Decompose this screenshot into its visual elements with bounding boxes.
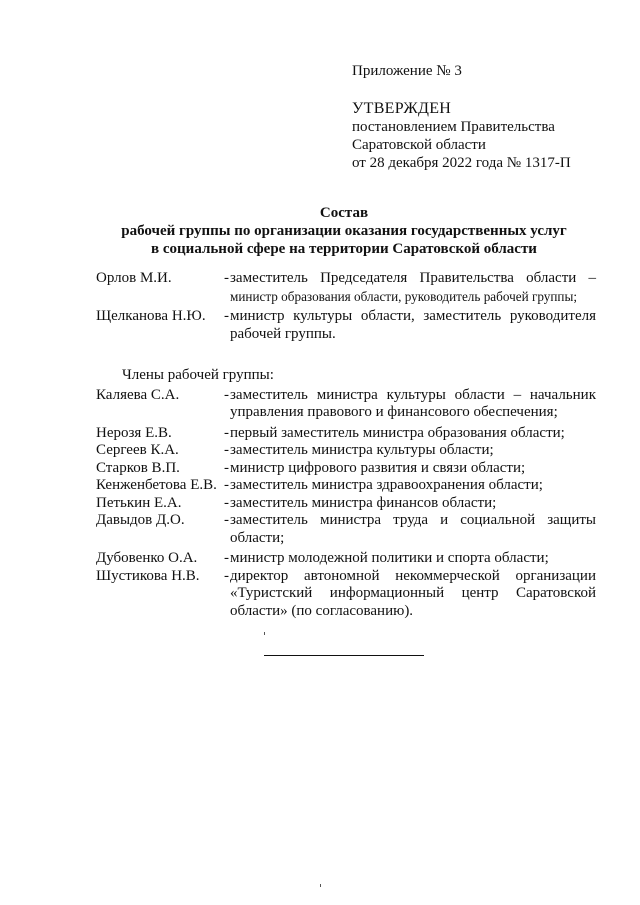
member-dash: - bbox=[224, 386, 229, 403]
member-row bbox=[96, 477, 596, 495]
member-role-line: заместитель Председателя Правительства области – bbox=[230, 270, 596, 286]
member-dash: - bbox=[224, 270, 229, 286]
member-dash: - bbox=[224, 494, 229, 511]
closing-divider bbox=[264, 655, 424, 656]
approval-line-2: Саратовской области bbox=[352, 137, 486, 153]
member-dash: - bbox=[224, 550, 229, 566]
member-role: министр цифрового развития и связи области; bbox=[230, 459, 526, 476]
member-dash: - bbox=[224, 424, 229, 441]
leader-row bbox=[96, 308, 596, 343]
approved-heading: УТВЕРЖДЕН bbox=[352, 100, 452, 117]
member-dash: - bbox=[224, 459, 229, 476]
member-row bbox=[96, 495, 596, 513]
member-dash: - bbox=[224, 477, 229, 493]
member-role: министр молодежной политики и спорта области; bbox=[230, 550, 549, 566]
title-line-1: Состав bbox=[319, 205, 369, 221]
member-row bbox=[96, 568, 596, 621]
member-name: Нерозя Е.В. bbox=[96, 424, 172, 441]
member-row bbox=[96, 460, 596, 478]
member-role: первый заместитель министра образования области; bbox=[230, 424, 565, 441]
member-name: Кенженбетова Е.В. bbox=[96, 477, 217, 493]
member-name: Старков В.П. bbox=[96, 459, 180, 476]
approval-line-1: постановлением Правительства bbox=[352, 119, 555, 135]
member-role: министр культуры области, заместитель руководителя рабочей группы. bbox=[230, 308, 596, 342]
title-line-2: рабочей группы по организации оказания государственных услуг bbox=[121, 223, 567, 239]
member-role: директор автономной некоммерческой организации «Туристский информационный центр Саратовской области» (по согласованию). bbox=[230, 567, 596, 619]
member-name: Орлов М.И. bbox=[96, 270, 172, 286]
member-dash: - bbox=[224, 567, 229, 584]
approval-line-3: от 28 декабря 2022 года № 1317-П bbox=[352, 155, 571, 171]
member-row bbox=[96, 387, 596, 422]
members-list bbox=[96, 270, 596, 620]
title-line-3: в социальной сфере на территории Саратовской области bbox=[151, 241, 537, 257]
member-name: Щелканова Н.Ю. bbox=[96, 308, 206, 324]
member-role: заместитель министра культуры области – начальник управления правового и финансового обеспечения; bbox=[230, 386, 596, 420]
member-name: Петькин Е.А. bbox=[96, 494, 182, 511]
member-role: заместитель министра культуры области; bbox=[230, 442, 494, 458]
member-row bbox=[96, 425, 596, 443]
member-row bbox=[96, 550, 596, 568]
member-name: Каляева С.А. bbox=[96, 386, 180, 403]
scan-speck bbox=[320, 884, 321, 887]
member-role bbox=[230, 270, 596, 305]
annex-number: Приложение № 3 bbox=[352, 63, 462, 79]
member-name: Давыдов Д.О. bbox=[96, 512, 185, 528]
scan-speck bbox=[264, 632, 265, 635]
member-name: Дубовенко О.А. bbox=[96, 550, 198, 566]
member-row bbox=[96, 512, 596, 547]
member-row bbox=[96, 442, 596, 460]
members-heading: Члены рабочей группы: bbox=[122, 367, 274, 383]
member-role: заместитель министра здравоохранения области; bbox=[230, 477, 543, 493]
member-role: заместитель министра труда и социальной защиты области; bbox=[230, 512, 596, 546]
member-name: Шустикова Н.В. bbox=[96, 567, 200, 584]
approval-block bbox=[352, 62, 571, 172]
leader-row bbox=[96, 270, 596, 305]
member-dash: - bbox=[224, 512, 229, 528]
member-role: заместитель министра финансов области; bbox=[230, 494, 497, 511]
member-dash: - bbox=[224, 308, 229, 324]
member-name: Сергеев К.А. bbox=[96, 442, 179, 458]
member-dash: - bbox=[224, 442, 229, 458]
document-title bbox=[80, 204, 608, 258]
member-role-line: министр образования области, руководитель рабочей группы; bbox=[230, 288, 578, 304]
